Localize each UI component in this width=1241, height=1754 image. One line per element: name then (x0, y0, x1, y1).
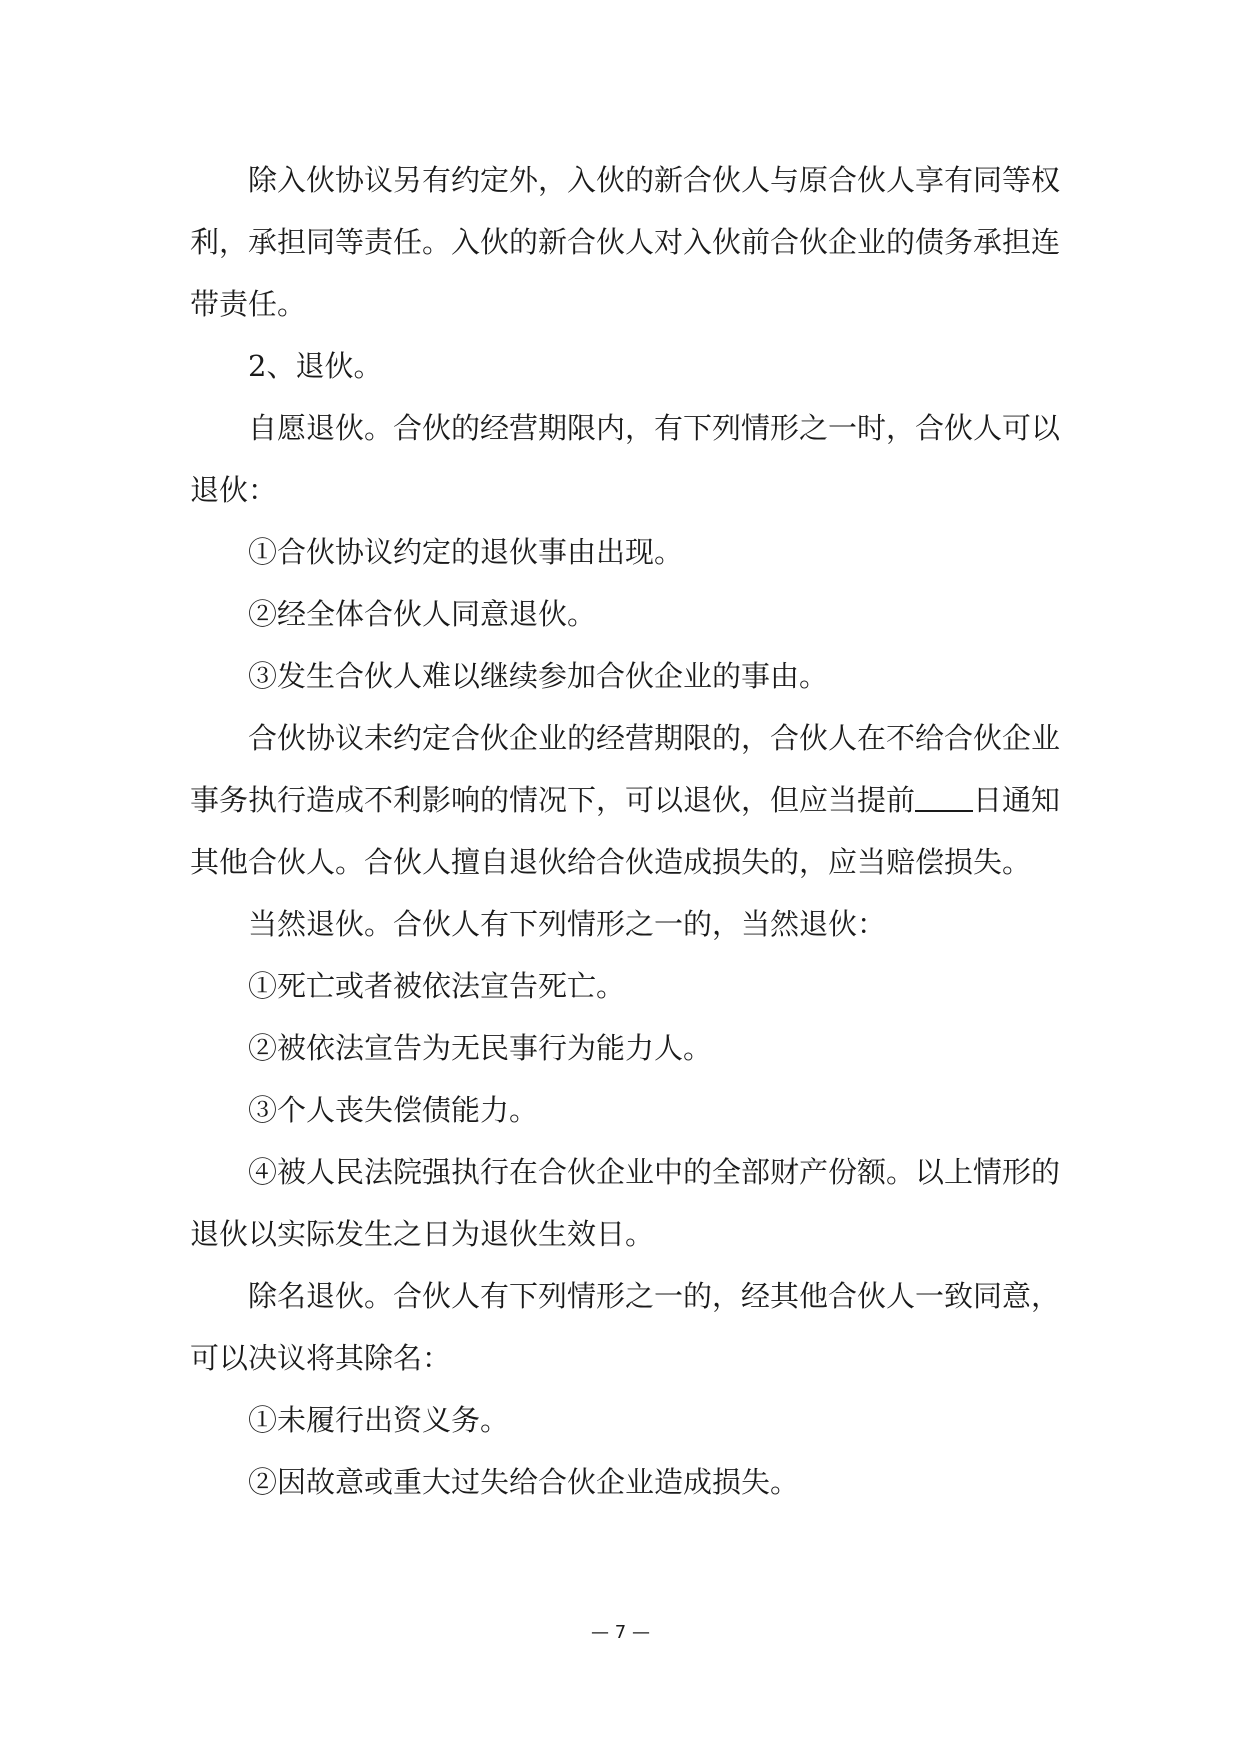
paragraph-line: 除名退伙。合伙人有下列情形之一的，经其他合伙人一致同意， (248, 1279, 1061, 1313)
list-item: ②被依法宣告为无民事行为能力人。 (248, 1031, 713, 1065)
list-item: ②经全体合伙人同意退伙。 (248, 597, 597, 631)
paragraph-line: 当然退伙。合伙人有下列情形之一的，当然退伙： (248, 907, 887, 941)
notice-text-before-blank: 事务执行造成不利影响的情况下，可以退伙，但应当提前 (190, 783, 916, 817)
paragraph-line: 除入伙协议另有约定外，入伙的新合伙人与原合伙人享有同等权 (248, 163, 1061, 197)
paragraph-line: 退伙以实际发生之日为退伙生效日。 (190, 1217, 655, 1251)
list-item: ①未履行出资义务。 (248, 1403, 510, 1437)
paragraph-line: 带责任。 (190, 287, 307, 321)
list-item: ④被人民法院强执行在合伙企业中的全部财产份额。以上情形的 (248, 1155, 1061, 1189)
page-number: — 7 — (591, 1622, 650, 1643)
paragraph-line: 合伙协议未约定合伙企业的经营期限的，合伙人在不给合伙企业 (248, 721, 1061, 755)
paragraph-line: 利，承担同等责任。入伙的新合伙人对入伙前合伙企业的债务承担连 (190, 225, 1061, 259)
list-item: ③个人丧失偿债能力。 (248, 1093, 539, 1127)
list-item: ②因故意或重大过失给合伙企业造成损失。 (248, 1465, 800, 1499)
paragraph-line: 自愿退伙。合伙的经营期限内，有下列情形之一时，合伙人可以 (248, 411, 1061, 445)
list-item: ③发生合伙人难以继续参加合伙企业的事由。 (248, 659, 829, 693)
list-item: ①合伙协议约定的退伙事由出现。 (248, 535, 684, 569)
paragraph-line-with-blank (190, 780, 1061, 820)
paragraph-line: 其他合伙人。合伙人擅自退伙给合伙造成损失的，应当赔偿损失。 (190, 845, 1032, 879)
paragraph-line: 退伙： (190, 473, 278, 507)
notice-text-after-blank: 日通知 (973, 783, 1061, 817)
section-heading: 2、退伙。 (248, 349, 383, 383)
paragraph-line: 可以决议将其除名： (190, 1341, 452, 1375)
fill-in-blank (915, 780, 973, 812)
list-item: ①死亡或者被依法宣告死亡。 (248, 969, 626, 1003)
